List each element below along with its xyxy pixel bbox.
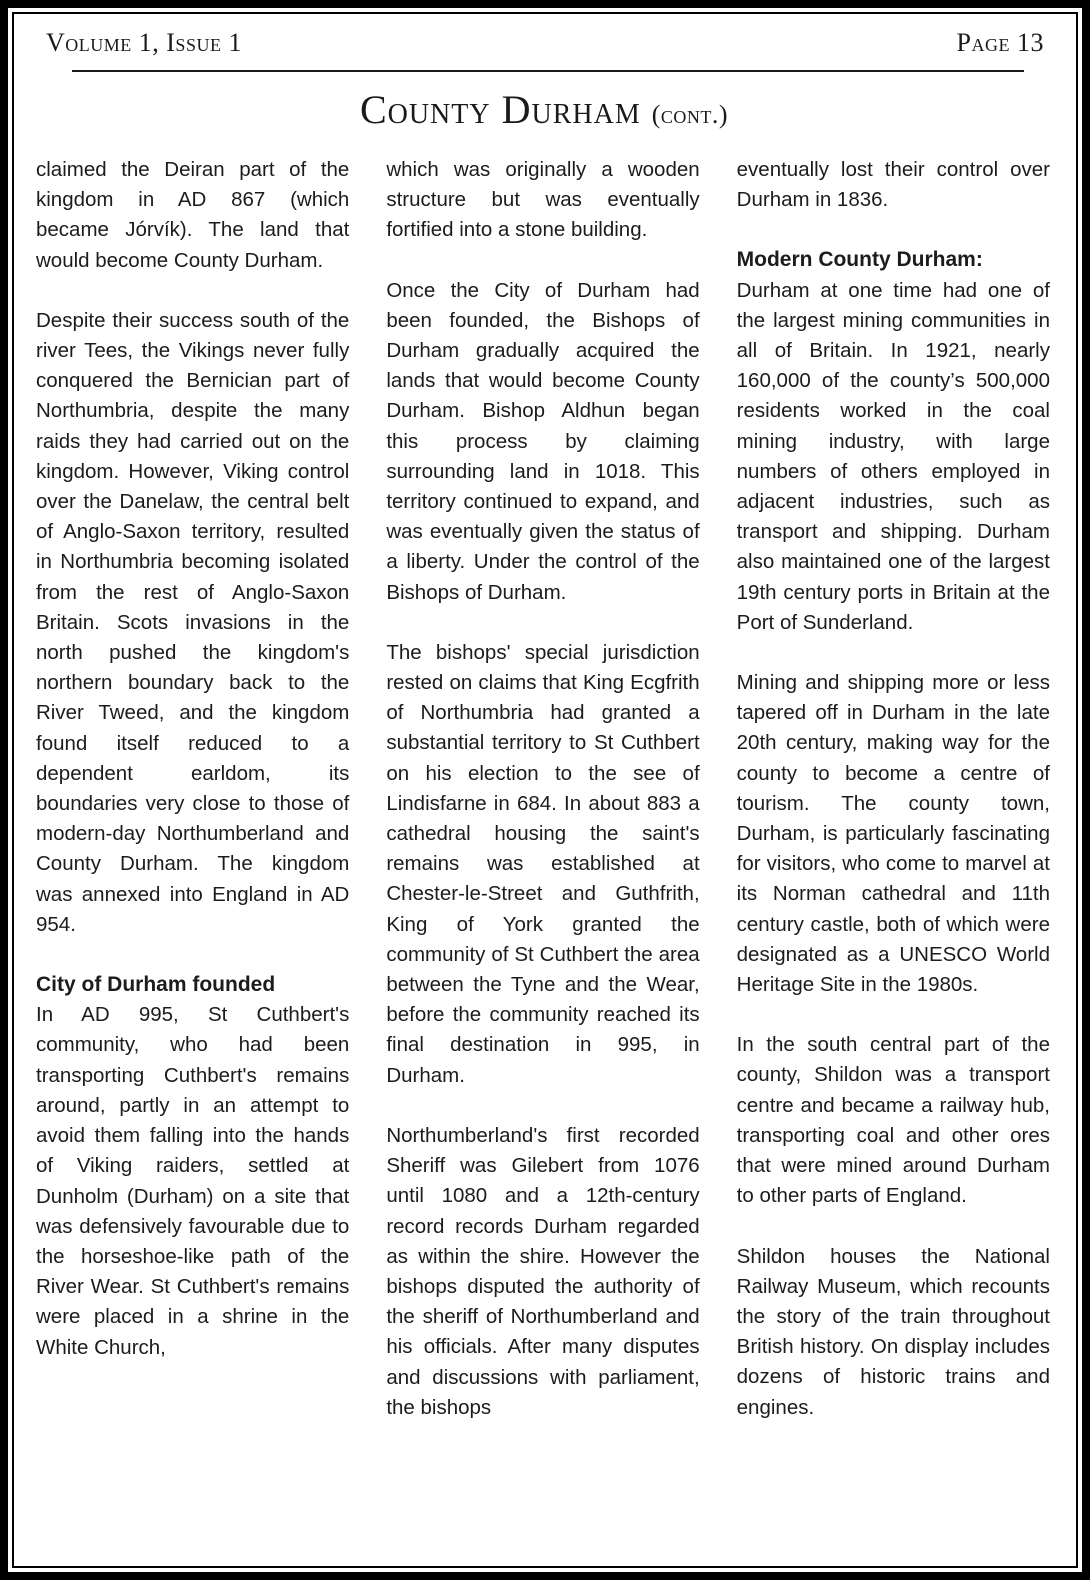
column-3 <box>737 155 1050 1453</box>
masthead <box>36 26 1052 58</box>
paragraph: The bishops' special jurisdiction rested on claims that King Ecgfrith of Northumbria had granted a substantial territory to St Cuthbert on his election to the see of Lindisfarne in 684. In about 883 a cathedral housing the saint's remains was established at Chester-le-Street and Guthfrith, King of York granted the community of St Cuthbert the area between the Tyne and the Wear, before the community reached its final destination in 995, in Durham. <box>386 640 700 1087</box>
paragraph: Shildon houses the National Railway Museum, which recounts the story of the train throughout British history. On display includes dozens of historic trains and engines. <box>736 1244 1050 1419</box>
page-inner-frame <box>12 12 1078 1568</box>
paragraph: In AD 995, St Cuthbert's community, who had been transporting Cuthbert's remains around, partly in an attempt to avoid them falling into the hands of Viking raiders, settled at Dunholm (Durham) on a site that was defensively favourable due to the horseshoe-like path of the River Wear. St Cuthbert's remains were placed in a shrine in the White Church, <box>36 1003 350 1359</box>
column-1 <box>36 155 349 1453</box>
page-number-label: Page 13 <box>956 28 1044 57</box>
paragraph: In the south central part of the county, Shildon was a transport centre and became a railway hub, transporting coal and other ores that were mined around Durham to other parts of England. <box>736 1033 1050 1208</box>
paragraph: Once the City of Durham had been founded, the Bishops of Durham gradually acquired the lands that would become County Durham. Bishop Aldhun began this process by claiming surrounding land in 1018. This territory continued to expand, and was eventually given the status of a liberty. Under the control of the Bishops of Durham. <box>386 278 700 604</box>
article-title-cont: (cont.) <box>651 100 729 129</box>
masthead-divider <box>72 70 1024 72</box>
paragraph: Mining and shipping more or less tapered off in Durham in the late 20th century, making way for the county to become a centre of tourism. The county town, Durham, is particularly fascinating for visitors, who come to marvel at its Norman cathedral and 11th century castle, both of which were designated as a UNESCO World Heritage Site in the 1980s. <box>736 671 1050 997</box>
paragraph: which was originally a wooden structure but was eventually fortified into a stone building. <box>386 158 700 242</box>
article-title <box>36 86 1052 133</box>
paragraph: claimed the Deiran part of the kingdom in AD 867 (which became Jórvík). The land that would become County Durham. <box>36 158 350 272</box>
section-heading: City of Durham founded <box>36 973 276 997</box>
paragraph: eventually lost their control over Durham in 1836. <box>736 158 1050 212</box>
volume-issue-label: Volume 1, Issue 1 <box>46 28 242 57</box>
article-columns <box>36 133 1052 1453</box>
paragraph: Northumberland's first recorded Sheriff was Gilebert from 1076 until 1080 and a 12th-century record records Durham regarded as within the shire. However the bishops disputed the authority of the sheriff of Northumberland and his officials. After many disputes and discussions with parliament, the bishops <box>386 1123 700 1419</box>
paragraph: Durham at one time had one of the largest mining communities in all of Britain. In 1921, nearly 160,000 of the county’s 500,000 residents worked in the coal mining industry, with large numbers of others employed in adjacent industries, such as transport and shipping. Durham also maintained one of the largest 19th century ports in Britain at the Port of Sunderland. <box>736 278 1050 634</box>
column-2 <box>386 155 699 1453</box>
section-heading: Modern County Durham: <box>736 248 983 272</box>
paragraph: Despite their success south of the river Tees, the Vikings never fully conquered the Bernician part of Northumbria, despite the many raids they had carried out on the kingdom. However, Viking control over the Danelaw, the central belt of Anglo-Saxon territory, resulted in Northumbria becoming isolated from the rest of Anglo-Saxon Britain. Scots invasions in the north pushed the kingdom's northern boundary back to the River Tweed, and the kingdom found itself reduced to a dependent earldom, its boundaries very close to those of modern-day Northumberland and County Durham. The kingdom was annexed into England in AD 954. <box>36 308 350 936</box>
article-title-main: County Durham <box>359 87 641 132</box>
